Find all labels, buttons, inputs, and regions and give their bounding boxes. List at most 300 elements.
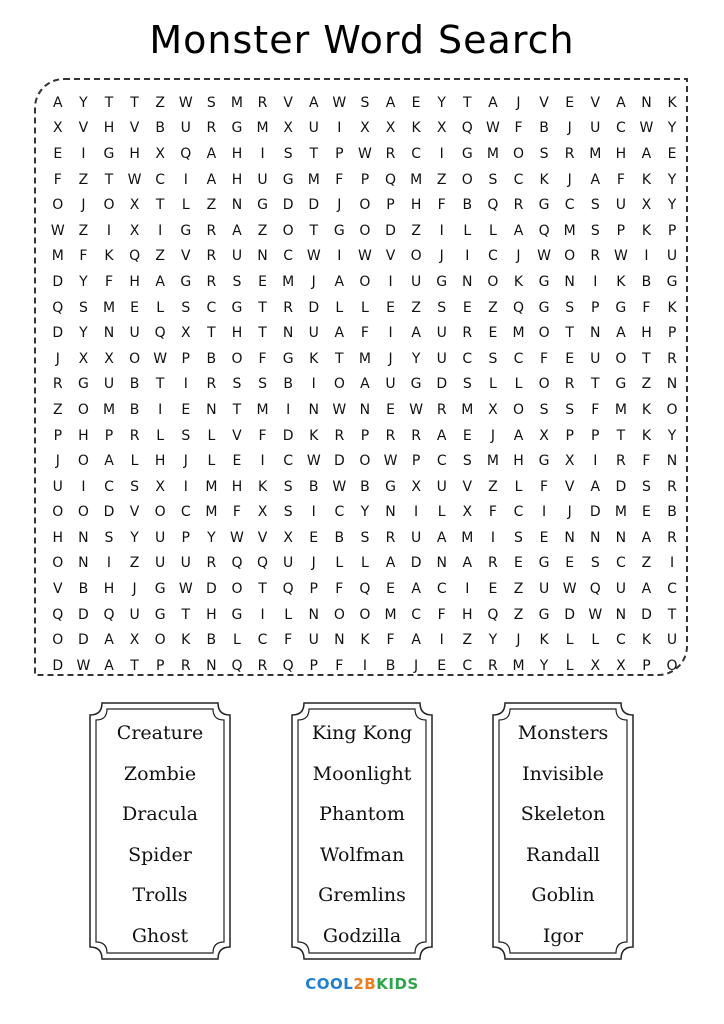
grid-letter: L bbox=[233, 632, 241, 649]
grid-letter: X bbox=[78, 350, 89, 367]
grid-letter: O bbox=[282, 222, 294, 239]
grid-letter: R bbox=[385, 427, 396, 444]
grid-letter: M bbox=[486, 145, 499, 162]
word-item: Gremlins bbox=[318, 884, 406, 906]
grid-letter: Q bbox=[461, 120, 473, 137]
grid-letter: A bbox=[206, 145, 217, 162]
grid-letter: X bbox=[53, 120, 63, 137]
grid-letter: O bbox=[538, 376, 550, 393]
grid-letter: N bbox=[615, 606, 627, 623]
grid-letter: G bbox=[231, 299, 243, 316]
word-item: Trolls bbox=[132, 884, 188, 906]
word-list-box-2 bbox=[290, 701, 434, 961]
grid-letter: A bbox=[334, 273, 345, 290]
grid-letter: I bbox=[106, 555, 112, 572]
grid-letter: W bbox=[588, 606, 603, 623]
grid-letter: Q bbox=[385, 171, 397, 188]
grid-letter: O bbox=[666, 657, 678, 674]
grid-letter: V bbox=[539, 94, 549, 111]
grid-letter: O bbox=[154, 504, 166, 521]
grid-letter: N bbox=[103, 325, 115, 342]
grid-letter: Z bbox=[206, 197, 217, 214]
grid-letter: W bbox=[562, 581, 577, 598]
grid-letter: Z bbox=[78, 222, 89, 239]
grid-letter: I bbox=[465, 581, 470, 598]
grid-letter: F bbox=[360, 325, 369, 342]
grid-letter: B bbox=[155, 120, 165, 137]
grid-letter: G bbox=[461, 145, 473, 162]
grid-letter: A bbox=[513, 427, 524, 444]
grid-letter: W bbox=[537, 248, 551, 265]
grid-letter: N bbox=[334, 632, 345, 649]
grid-letter: A bbox=[411, 581, 421, 598]
grid-letter: X bbox=[411, 478, 421, 495]
grid-letter: C bbox=[615, 120, 626, 137]
grid-letter: C bbox=[513, 504, 524, 521]
grid-letter: G bbox=[77, 376, 89, 393]
grid-letter: O bbox=[461, 171, 473, 188]
grid-letter: G bbox=[180, 273, 192, 290]
grid-letter: T bbox=[258, 299, 267, 316]
grid-letter: J bbox=[337, 197, 342, 214]
grid-letter: M bbox=[282, 273, 295, 290]
grid-letter: O bbox=[564, 248, 576, 265]
grid-letter: O bbox=[52, 197, 64, 214]
grid-letter: Q bbox=[129, 248, 141, 265]
grid-letter: Y bbox=[539, 657, 549, 674]
grid-letter: X bbox=[488, 401, 498, 418]
grid-letter: C bbox=[513, 171, 524, 188]
grid-letter: F bbox=[514, 120, 523, 137]
grid-letter: Y bbox=[130, 529, 139, 546]
grid-letter: I bbox=[337, 120, 342, 137]
grid-letter: E bbox=[232, 453, 242, 470]
grid-letter: I bbox=[183, 171, 188, 188]
grid-letter: H bbox=[231, 145, 243, 162]
grid-letter: S bbox=[104, 529, 114, 546]
grid-letter: B bbox=[334, 529, 345, 546]
grid-letter: C bbox=[488, 248, 498, 265]
grid-letter: I bbox=[414, 504, 419, 521]
grid-letter: D bbox=[641, 606, 652, 623]
grid-letter: M bbox=[358, 350, 371, 367]
grid-letter: U bbox=[436, 325, 447, 342]
grid-letter: L bbox=[335, 555, 344, 572]
grid-letter: Y bbox=[79, 94, 88, 111]
grid-letter: F bbox=[616, 171, 625, 188]
grid-letter: R bbox=[206, 120, 217, 137]
grid-letter: J bbox=[439, 248, 444, 265]
grid-letter: N bbox=[590, 529, 601, 546]
grid-letter: L bbox=[488, 376, 497, 393]
grid-letter: O bbox=[512, 401, 524, 418]
grid-letter: F bbox=[335, 657, 344, 674]
grid-letter: Q bbox=[103, 606, 115, 623]
grid-letter: N bbox=[462, 273, 473, 290]
grid-letter: V bbox=[590, 94, 601, 111]
grid-letter: B bbox=[385, 657, 396, 674]
grid-letter: H bbox=[462, 606, 473, 623]
grid-letter: W bbox=[332, 401, 347, 418]
grid-letter: G bbox=[103, 145, 115, 162]
grid-letter: A bbox=[385, 94, 396, 111]
letter-grid bbox=[45, 90, 685, 674]
grid-letter: G bbox=[410, 376, 422, 393]
grid-letter: L bbox=[207, 453, 216, 470]
grid-letter: D bbox=[615, 478, 627, 495]
grid-letter: I bbox=[311, 376, 316, 393]
grid-letter: D bbox=[205, 581, 217, 598]
grid-letter: M bbox=[384, 606, 397, 623]
logo-part-kids: KIDS bbox=[376, 975, 419, 993]
grid-letter: R bbox=[488, 555, 498, 572]
grid-letter: A bbox=[641, 145, 652, 162]
grid-letter: A bbox=[104, 453, 114, 470]
grid-letter: R bbox=[206, 248, 217, 265]
grid-letter: G bbox=[231, 606, 243, 623]
grid-letter: L bbox=[284, 606, 293, 623]
grid-letter: Y bbox=[360, 504, 370, 521]
grid-letter: T bbox=[104, 171, 114, 188]
grid-letter: T bbox=[642, 350, 651, 367]
grid-letter: S bbox=[590, 555, 600, 572]
grid-letter: R bbox=[385, 529, 396, 546]
grid-letter: B bbox=[667, 504, 677, 521]
grid-letter: F bbox=[540, 350, 549, 367]
grid-letter: W bbox=[76, 657, 91, 674]
grid-letter: S bbox=[283, 504, 293, 521]
grid-letter: K bbox=[616, 273, 626, 290]
grid-letter: B bbox=[308, 478, 319, 495]
word-item: Godzilla bbox=[322, 924, 402, 947]
grid-letter: R bbox=[52, 376, 63, 393]
grid-letter: D bbox=[333, 453, 345, 470]
grid-letter: D bbox=[385, 222, 396, 239]
grid-letter: T bbox=[309, 145, 319, 162]
grid-letter: I bbox=[490, 529, 495, 546]
grid-letter: A bbox=[104, 657, 114, 674]
grid-letter: A bbox=[488, 94, 498, 111]
grid-letter: R bbox=[411, 427, 421, 444]
grid-letter: O bbox=[129, 350, 141, 367]
grid-letter: U bbox=[666, 248, 678, 265]
grid-letter: Z bbox=[488, 478, 498, 495]
grid-letter: E bbox=[514, 555, 523, 572]
grid-letter: Y bbox=[79, 325, 88, 342]
grid-letter: A bbox=[206, 171, 217, 188]
grid-letter: W bbox=[178, 94, 193, 111]
grid-letter: N bbox=[308, 401, 319, 418]
grid-letter: G bbox=[666, 273, 678, 290]
grid-letter: J bbox=[55, 350, 60, 367]
grid-letter: O bbox=[333, 606, 345, 623]
grid-letter: I bbox=[81, 478, 86, 495]
grid-letter: D bbox=[282, 197, 294, 214]
grid-letter: U bbox=[155, 529, 166, 546]
grid-letter: L bbox=[565, 632, 574, 649]
grid-letter: P bbox=[360, 427, 370, 444]
grid-letter: U bbox=[180, 555, 191, 572]
grid-letter: I bbox=[106, 222, 112, 239]
grid-letter: P bbox=[667, 325, 677, 342]
grid-letter: X bbox=[360, 120, 370, 137]
grid-letter: I bbox=[260, 145, 265, 162]
word-item: Wolfman bbox=[319, 843, 405, 866]
grid-letter: G bbox=[231, 120, 243, 137]
grid-letter: F bbox=[591, 401, 600, 418]
grid-letter: F bbox=[284, 632, 293, 649]
grid-letter: G bbox=[257, 197, 268, 214]
grid-letter: F bbox=[386, 632, 395, 649]
grid-letter: S bbox=[78, 299, 88, 316]
grid-letter: A bbox=[232, 222, 242, 239]
grid-letter: R bbox=[385, 145, 396, 162]
grid-letter: A bbox=[334, 325, 345, 342]
grid-letter: I bbox=[465, 248, 470, 265]
grid-letter: D bbox=[308, 299, 320, 316]
grid-letter: R bbox=[564, 145, 575, 162]
grid-letter: V bbox=[257, 529, 268, 546]
grid-letter: M bbox=[205, 504, 218, 521]
grid-letter: U bbox=[308, 120, 319, 137]
grid-letter: P bbox=[181, 350, 190, 367]
grid-letter: S bbox=[206, 94, 216, 111]
grid-letter: K bbox=[641, 401, 652, 418]
grid-letter: V bbox=[78, 120, 89, 137]
grid-letter: N bbox=[206, 401, 217, 418]
grid-letter: T bbox=[309, 222, 319, 239]
grid-letter: L bbox=[488, 222, 497, 239]
grid-letter: X bbox=[180, 325, 191, 342]
grid-letter: K bbox=[641, 632, 652, 649]
grid-letter: T bbox=[258, 325, 267, 342]
grid-letter: G bbox=[154, 581, 166, 598]
grid-letter: N bbox=[641, 94, 652, 111]
grid-letter: K bbox=[539, 171, 549, 188]
grid-letter: E bbox=[642, 504, 651, 521]
grid-letter: P bbox=[591, 299, 600, 316]
grid-letter: H bbox=[615, 145, 627, 162]
grid-letter: E bbox=[667, 145, 677, 162]
grid-letter: L bbox=[335, 299, 344, 316]
word-item: King Kong bbox=[311, 722, 413, 744]
grid-letter: U bbox=[155, 555, 166, 572]
grid-letter: A bbox=[513, 222, 524, 239]
grid-letter: V bbox=[564, 478, 575, 495]
grid-letter: U bbox=[590, 120, 601, 137]
grid-letter: X bbox=[616, 657, 626, 674]
word-item: Monsters bbox=[517, 722, 609, 744]
grid-letter: G bbox=[538, 299, 550, 316]
grid-letter: U bbox=[129, 325, 140, 342]
grid-letter: X bbox=[155, 478, 165, 495]
grid-letter: D bbox=[78, 606, 89, 623]
grid-letter: A bbox=[360, 376, 370, 393]
grid-letter: E bbox=[462, 299, 472, 316]
grid-letter: J bbox=[132, 581, 137, 598]
grid-letter: W bbox=[50, 222, 65, 239]
grid-letter: Z bbox=[436, 171, 447, 188]
grid-letter: T bbox=[590, 376, 600, 393]
grid-letter: J bbox=[567, 171, 572, 188]
grid-letter: M bbox=[307, 171, 320, 188]
grid-letter: U bbox=[103, 376, 115, 393]
grid-letter: S bbox=[590, 222, 600, 239]
grid-letter: R bbox=[206, 273, 217, 290]
grid-letter: W bbox=[639, 120, 654, 137]
word-item: Invisible bbox=[522, 762, 604, 785]
grid-letter: H bbox=[206, 606, 217, 623]
grid-letter: V bbox=[462, 478, 473, 495]
grid-letter: O bbox=[77, 453, 89, 470]
grid-letter: R bbox=[283, 299, 293, 316]
grid-letter: L bbox=[361, 555, 369, 572]
grid-letter: U bbox=[308, 325, 319, 342]
grid-letter: L bbox=[207, 427, 216, 444]
grid-letter: E bbox=[386, 299, 395, 316]
grid-letter: Y bbox=[411, 350, 421, 367]
grid-letter: N bbox=[78, 529, 89, 546]
grid-letter: S bbox=[565, 401, 575, 418]
grid-letter: T bbox=[616, 427, 626, 444]
grid-letter: I bbox=[260, 453, 265, 470]
grid-letter: B bbox=[206, 632, 217, 649]
grid-letter: H bbox=[103, 120, 115, 137]
grid-letter: T bbox=[207, 325, 216, 342]
grid-letter: K bbox=[667, 299, 677, 316]
grid-letter: A bbox=[155, 273, 165, 290]
grid-letter: F bbox=[642, 453, 651, 470]
cool2bkids-logo bbox=[300, 971, 424, 997]
grid-letter: A bbox=[462, 555, 473, 572]
grid-letter: U bbox=[308, 632, 319, 649]
grid-letter: A bbox=[53, 94, 63, 111]
grid-letter: S bbox=[360, 94, 370, 111]
grid-letter: R bbox=[206, 222, 217, 239]
grid-letter: Z bbox=[155, 248, 165, 265]
grid-letter: I bbox=[439, 145, 444, 162]
grid-letter: O bbox=[666, 401, 678, 418]
grid-letter: F bbox=[79, 248, 88, 265]
grid-letter: F bbox=[258, 427, 267, 444]
grid-letter: S bbox=[539, 401, 549, 418]
grid-letter: W bbox=[178, 581, 193, 598]
word-list-box-3 bbox=[491, 701, 635, 961]
grid-letter: W bbox=[127, 171, 142, 188]
grid-letter: H bbox=[410, 197, 422, 214]
grid-letter: I bbox=[158, 222, 163, 239]
grid-letter: L bbox=[130, 453, 139, 470]
grid-letter: O bbox=[77, 401, 89, 418]
grid-letter: M bbox=[410, 171, 423, 188]
grid-letter: P bbox=[309, 581, 318, 598]
grid-letter: S bbox=[514, 529, 523, 546]
grid-letter: R bbox=[206, 555, 217, 572]
grid-letter: Z bbox=[641, 555, 652, 572]
grid-letter: W bbox=[153, 350, 168, 367]
grid-letter: E bbox=[181, 401, 191, 418]
grid-letter: Q bbox=[538, 222, 550, 239]
grid-letter: O bbox=[231, 581, 243, 598]
grid-letter: Z bbox=[257, 222, 268, 239]
grid-letter: F bbox=[642, 299, 651, 316]
grid-letter: M bbox=[461, 529, 474, 546]
grid-letter: P bbox=[616, 222, 626, 239]
grid-letter: J bbox=[567, 504, 572, 521]
grid-letter: G bbox=[180, 222, 192, 239]
grid-letter: G bbox=[333, 222, 345, 239]
grid-letter: S bbox=[360, 529, 370, 546]
word-list bbox=[88, 713, 232, 956]
grid-letter: C bbox=[411, 145, 421, 162]
grid-letter: X bbox=[385, 120, 396, 137]
grid-letter: B bbox=[78, 581, 89, 598]
grid-letter: C bbox=[513, 350, 524, 367]
grid-letter: N bbox=[666, 453, 678, 470]
grid-letter: H bbox=[103, 581, 115, 598]
grid-letter: D bbox=[52, 273, 64, 290]
grid-letter: N bbox=[308, 606, 319, 623]
grid-letter: C bbox=[564, 197, 575, 214]
grid-letter: E bbox=[437, 657, 447, 674]
grid-letter: N bbox=[206, 657, 217, 674]
grid-letter: G bbox=[282, 350, 294, 367]
grid-letter: S bbox=[488, 171, 498, 188]
grid-letter: Z bbox=[462, 632, 473, 649]
grid-letter: M bbox=[563, 222, 576, 239]
grid-letter: Y bbox=[667, 427, 677, 444]
grid-letter: D bbox=[564, 606, 576, 623]
grid-letter: R bbox=[564, 376, 575, 393]
grid-letter: M bbox=[486, 453, 499, 470]
grid-letter: N bbox=[564, 529, 575, 546]
grid-letter: Z bbox=[53, 401, 63, 418]
grid-letter: K bbox=[257, 478, 268, 495]
grid-letter: P bbox=[53, 427, 63, 444]
grid-letter: W bbox=[383, 453, 398, 470]
grid-letter: G bbox=[538, 453, 550, 470]
grid-letter: O bbox=[359, 273, 371, 290]
grid-letter: J bbox=[183, 453, 188, 470]
grid-letter: U bbox=[231, 248, 243, 265]
grid-letter: M bbox=[51, 248, 64, 265]
grid-letter: O bbox=[52, 632, 64, 649]
grid-letter: W bbox=[332, 94, 347, 111]
grid-letter: C bbox=[615, 632, 626, 649]
grid-letter: U bbox=[538, 581, 550, 598]
grid-letter: F bbox=[437, 197, 446, 214]
grid-letter: C bbox=[155, 171, 166, 188]
grid-letter: N bbox=[231, 197, 243, 214]
grid-letter: B bbox=[283, 376, 293, 393]
grid-letter: J bbox=[414, 657, 419, 674]
grid-letter: C bbox=[206, 299, 217, 316]
grid-letter: J bbox=[311, 555, 316, 572]
grid-letter: X bbox=[129, 197, 140, 214]
grid-letter: H bbox=[52, 529, 64, 546]
grid-letter: Z bbox=[513, 581, 524, 598]
grid-letter: M bbox=[256, 401, 269, 418]
grid-letter: T bbox=[667, 606, 677, 623]
grid-letter: R bbox=[436, 401, 447, 418]
grid-letter: J bbox=[388, 350, 393, 367]
grid-letter: H bbox=[641, 325, 652, 342]
grid-letter: I bbox=[439, 222, 444, 239]
grid-letter: P bbox=[667, 222, 677, 239]
grid-letter: E bbox=[488, 325, 498, 342]
grid-letter: T bbox=[258, 581, 267, 598]
grid-letter: A bbox=[385, 555, 396, 572]
